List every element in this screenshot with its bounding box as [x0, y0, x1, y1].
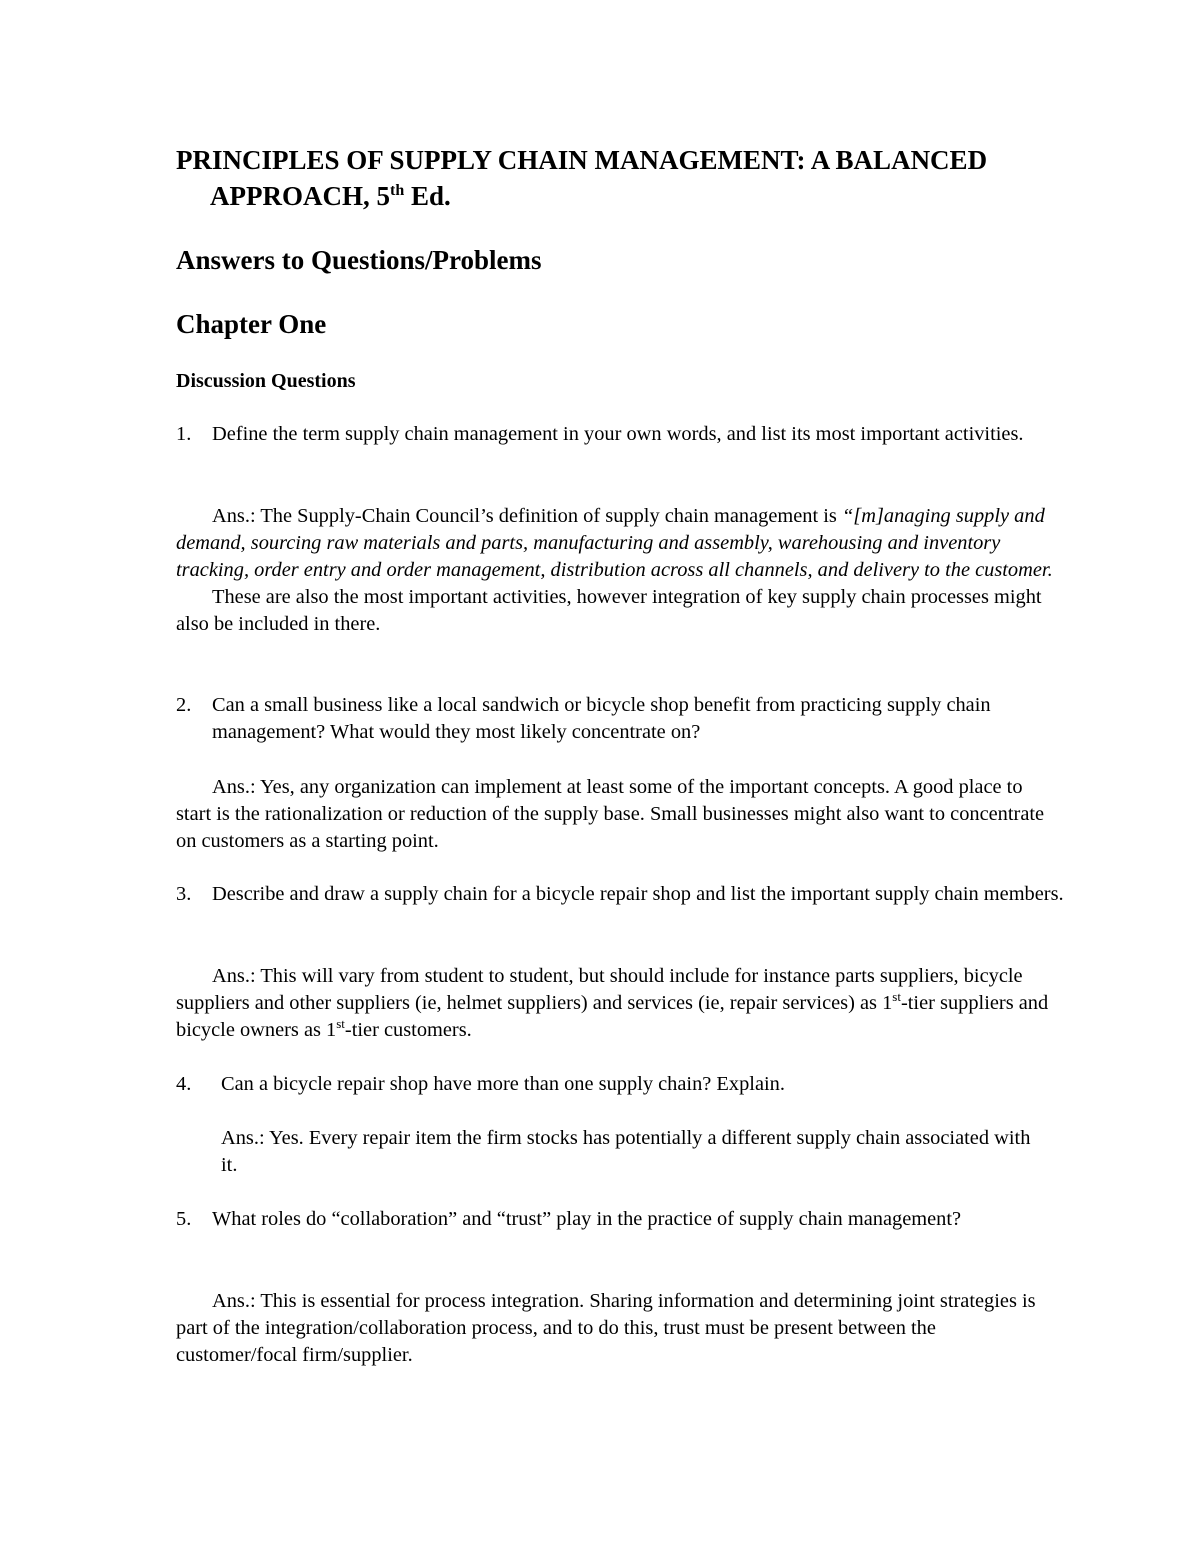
title-superscript: th: [389, 182, 405, 199]
answer-2: Ans.: Yes, any organization can implement at least some of the important concepts. A good place to start is the rationalization or reduction of the supply base. Small businesses might also want to concentrate on customers as a starting point.: [176, 776, 1045, 852]
title-text: PRINCIPLES OF SUPPLY CHAIN MANAGEMENT: A BALANCED APPROACH, 5: [176, 145, 988, 211]
answer-intro: Ans.: The Supply-Chain Council’s definition of supply chain management is: [212, 505, 842, 527]
answer-text-part: -tier customers.: [344, 1019, 472, 1041]
question-number: 3.: [176, 883, 192, 905]
title-edition: Ed.: [404, 181, 451, 211]
document-title: [176, 142, 1070, 214]
answer-text-part: -tier suppliers and bicycle owners as 1: [176, 992, 1049, 1041]
question-text: Can a small business like a local sandwich or bicycle shop benefit from practicing supply chain management? What would they most likely concentrate on?: [212, 694, 991, 743]
question-text: Can a bicycle repair shop have more than one supply chain? Explain.: [221, 1073, 785, 1095]
question-5: [176, 1206, 1092, 1233]
answer-text-part: Ans.: This will vary from student to student, but should include for instance parts suppliers, bicycle suppliers and other suppliers (ie, helmet suppliers) and services (ie, repair services) as 1: [176, 965, 1023, 1014]
question-text: Describe and draw a supply chain for a bicycle repair shop and list the important supply chain members.: [212, 883, 1064, 905]
question-2: [176, 692, 1092, 746]
ordinal-superscript: st: [892, 989, 901, 1005]
answer-continuation: These are also the most important activities, however integration of key supply chain processes might also be included in there.: [176, 586, 1042, 635]
question-number: 2.: [176, 694, 192, 716]
question-number: 5.: [176, 1208, 192, 1230]
answer-5: Ans.: This is essential for process integration. Sharing information and determining joint strategies is part of the integration/collaboration process, and to do this, trust must be present between the customer/focal firm/supplier.: [176, 1290, 1036, 1366]
answer-4: Ans.: Yes. Every repair item the firm stocks has potentially a different supply chain associated with it.: [221, 1127, 1031, 1176]
question-number: 4.: [176, 1073, 192, 1095]
chapter-heading: Chapter One: [176, 309, 327, 339]
answer-quote: “[m]anaging supply and demand, sourcing raw materials and parts, manufacturing and assembly, warehousing and inventory tracking, order entry and order management, distribution across all channels, and delivery to the customer.: [176, 505, 1053, 581]
question-number: 1.: [176, 423, 192, 445]
question-1: [176, 421, 1092, 448]
ordinal-superscript: st: [336, 1016, 345, 1032]
question-4: [176, 1071, 1101, 1098]
subtitle: Answers to Questions/Problems: [176, 245, 542, 275]
section-heading: Discussion Questions: [176, 370, 356, 392]
question-text: Define the term supply chain management in your own words, and list its most important activities.: [212, 423, 1024, 445]
answer-3: [176, 963, 1056, 1044]
answer-1: [176, 503, 1056, 638]
question-text: What roles do “collaboration” and “trust” play in the practice of supply chain management?: [212, 1208, 962, 1230]
question-3: [176, 881, 1092, 908]
